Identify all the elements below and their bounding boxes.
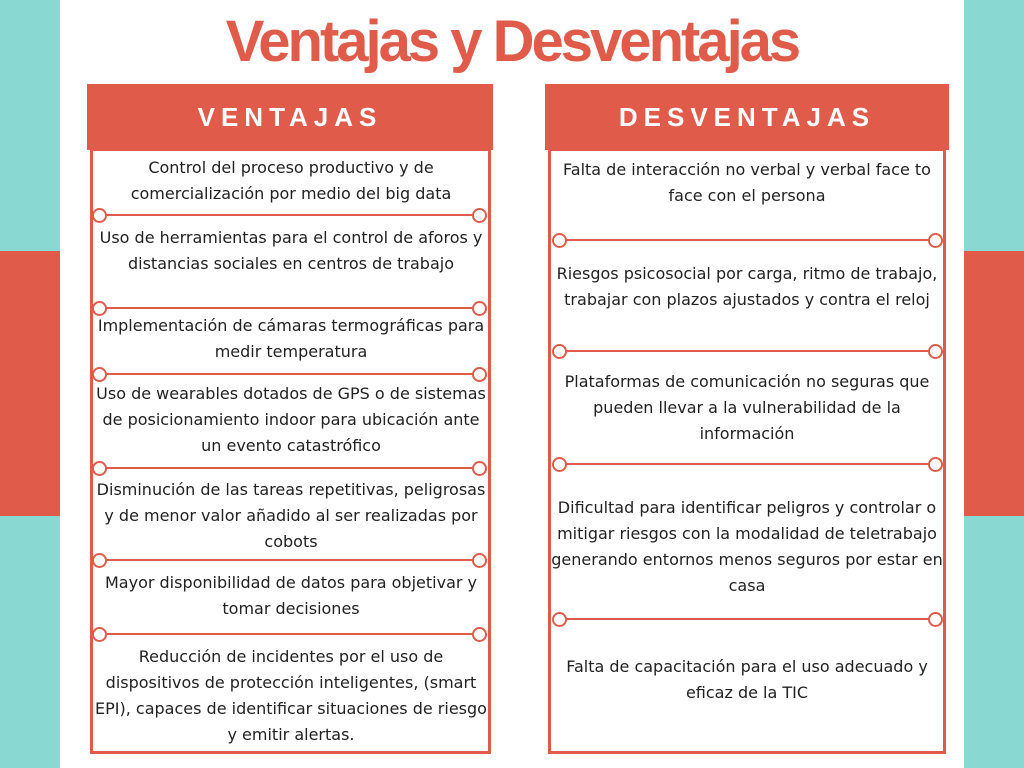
- desventajas-header: DESVENTAJAS: [545, 84, 949, 150]
- divider-dot: [552, 457, 567, 472]
- desventajas-item: Plataformas de comunicación no seguras que pueden llevar a la vulnerabilidad de la información: [564, 372, 930, 443]
- divider-dot: [552, 233, 567, 248]
- desventajas-divider: [560, 463, 935, 465]
- ventajas-divider: [100, 307, 479, 309]
- ventajas-header: VENTAJAS: [87, 84, 493, 150]
- divider-dot: [928, 344, 943, 359]
- ventajas-item: Reducción de incidentes por el uso de dispositivos de protección inteligentes, (smart EPI), capaces de identificar situaciones de riesgo y emitir alertas.: [95, 647, 487, 744]
- desventajas-divider: [560, 350, 935, 352]
- divider-dot: [472, 553, 487, 568]
- divider-dot: [92, 367, 107, 382]
- desventajas-divider: [560, 239, 935, 241]
- ventajas-item: Control del proceso productivo y de comercialización por medio del big data: [130, 158, 452, 203]
- divider-dot: [552, 612, 567, 627]
- desventajas-item: Falta de capacitación para el uso adecuado y eficaz de la TIC: [566, 657, 928, 702]
- divider-dot: [928, 457, 943, 472]
- ventajas-divider: [100, 633, 479, 635]
- ventajas-divider: [100, 559, 479, 561]
- divider-dot: [928, 233, 943, 248]
- desventajas-item: Riesgos psicosocial por carga, ritmo de trabajo, trabajar con plazos ajustados y contra el reloj: [556, 264, 938, 309]
- ventajas-item: Disminución de las tareas repetitivas, peligrosas y de menor valor añadido al ser realizadas por cobots: [96, 480, 486, 551]
- divider-dot: [92, 553, 107, 568]
- divider-dot: [92, 208, 107, 223]
- ventajas-item: Implementación de cámaras termográficas para medir temperatura: [97, 316, 485, 361]
- divider-dot: [472, 367, 487, 382]
- divider-dot: [472, 461, 487, 476]
- page-title: Ventajas y Desventajas: [225, 9, 799, 74]
- divider-dot: [552, 344, 567, 359]
- divider-dot: [472, 208, 487, 223]
- desventajas-item: Dificultad para identificar peligros y controlar o mitigar riesgos con la modalidad de teletrabajo generando entornos menos seguros por estar en casa: [551, 498, 943, 595]
- desventajas-divider: [560, 618, 935, 620]
- divider-dot: [472, 627, 487, 642]
- right-coral-band: [964, 251, 1024, 516]
- ventajas-item: Uso de wearables dotados de GPS o de sistemas de posicionamiento indoor para ubicación ante un evento catastrófico: [96, 384, 486, 455]
- left-coral-band: [0, 251, 60, 516]
- desventajas-item: Falta de interacción no verbal y verbal face to face con el persona: [563, 160, 931, 205]
- divider-dot: [92, 627, 107, 642]
- ventajas-divider: [100, 373, 479, 375]
- ventajas-item: Uso de herramientas para el control de aforos y distancias sociales en centros de trabajo: [99, 228, 483, 273]
- ventajas-divider: [100, 467, 479, 469]
- divider-dot: [928, 612, 943, 627]
- ventajas-divider: [100, 214, 479, 216]
- ventajas-item: Mayor disponibilidad de datos para objetivar y tomar decisiones: [104, 573, 477, 618]
- divider-dot: [92, 461, 107, 476]
